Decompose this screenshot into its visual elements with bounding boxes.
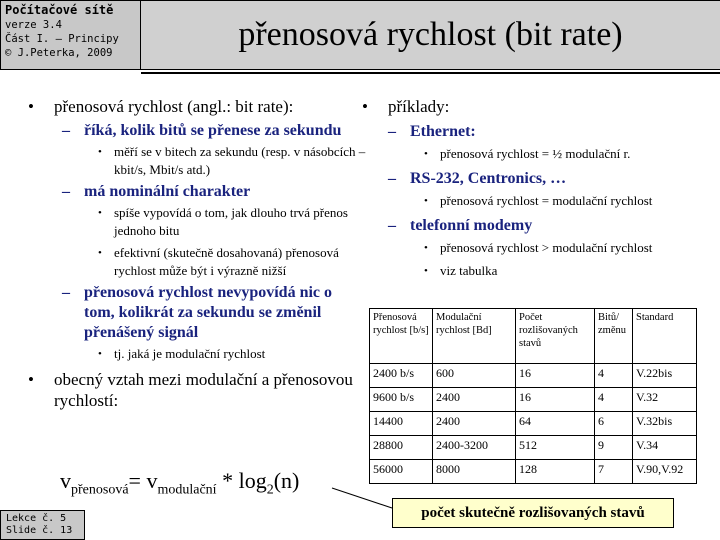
table-cell: 6 xyxy=(595,412,633,436)
bullet-dot-icon: • xyxy=(98,348,102,360)
bullet-dot-icon: • xyxy=(362,97,368,116)
bullet-text: přenosová rychlost = ½ modulační r. xyxy=(440,146,631,161)
table-cell: 4 xyxy=(595,388,633,412)
bullet-text: efektivní (skutečně dosahovaná) přenosová rychlost může být i výrazně nižší xyxy=(114,245,339,278)
callout-line xyxy=(332,488,392,508)
formula-v: v xyxy=(60,468,71,493)
formula-arg: (n) xyxy=(273,468,300,493)
dash-icon: – xyxy=(62,183,70,200)
dash-icon: – xyxy=(62,284,70,301)
course-name: Počítačové sítě xyxy=(5,3,114,17)
table-header-cell: Modulační rychlost [Bd] xyxy=(433,309,516,364)
table-cell: V.90,V.92 xyxy=(633,460,697,484)
footer-info-box xyxy=(0,510,85,540)
bullet-dot-icon: • xyxy=(424,265,428,277)
part-label: Část I. – Principy xyxy=(5,33,119,45)
table-cell: V.22bis xyxy=(633,364,697,388)
table-cell: 9600 b/s xyxy=(370,388,433,412)
bullet-text: viz tabulka xyxy=(440,263,498,278)
dash-icon: – xyxy=(388,217,396,234)
bullet-dot-icon: • xyxy=(424,148,428,160)
bullet-text: RS-232, Centronics, … xyxy=(410,170,567,187)
bullet-text: příklady: xyxy=(388,97,450,116)
dash-icon: – xyxy=(62,122,70,139)
table-cell: V.34 xyxy=(633,436,697,460)
bullet-text: tj. jaká je modulační rychlost xyxy=(114,346,266,361)
bullet-text: měří se v bitech za sekundu (resp. v násobcích – kbit/s, Mbit/s atd.) xyxy=(114,144,366,177)
bullet-dot-icon: • xyxy=(98,146,102,158)
table-cell: 2400 xyxy=(433,388,516,412)
bullet-text: spíše vypovídá o tom, jak dlouho trvá přenos jednoho bitu xyxy=(114,205,348,238)
callout-text: počet skutečně rozlišovaných stavů xyxy=(421,504,645,521)
table-cell: 128 xyxy=(516,460,595,484)
author-label: © J.Peterka, 2009 xyxy=(5,47,113,59)
table-header-cell: Standard xyxy=(633,309,697,364)
table-cell: 9 xyxy=(595,436,633,460)
callout-box xyxy=(392,498,674,528)
bullet-text: přenosová rychlost > modulační rychlost xyxy=(440,240,653,255)
table-header-cell: Počet rozlišovaných stavů xyxy=(516,309,595,364)
bullet-dot-icon: • xyxy=(424,195,428,207)
table-cell: 512 xyxy=(516,436,595,460)
bullet-dot-icon: • xyxy=(98,207,102,219)
table-cell: 7 xyxy=(595,460,633,484)
slide-number: Slide č. 13 xyxy=(6,525,73,536)
formula-sub-transfer: přenosová xyxy=(71,482,129,498)
table-cell: 16 xyxy=(516,364,595,388)
lecture-number: Lekce č. 5 xyxy=(6,513,67,524)
formula-sub-modulation: modulační xyxy=(157,482,217,498)
bullet-dot-icon: • xyxy=(424,242,428,254)
dash-icon: – xyxy=(388,123,396,140)
bullet-text: přenosová rychlost = modulační rychlost xyxy=(440,193,653,208)
table-cell: 56000 xyxy=(370,460,433,484)
table-cell: 64 xyxy=(516,412,595,436)
bullet-text: má nominální charakter xyxy=(84,183,251,200)
table-header-cell: Bitů/ změnu xyxy=(595,309,633,364)
table-cell: 2400-3200 xyxy=(433,436,516,460)
bullet-dot-icon: • xyxy=(28,370,34,389)
formula-log-base: 2 xyxy=(266,482,274,498)
table-cell: 2400 b/s xyxy=(370,364,433,388)
formula-equals: = v xyxy=(128,468,158,493)
version-label: verze 3.4 xyxy=(5,19,62,31)
dash-icon: – xyxy=(388,170,396,187)
table-cell: 600 xyxy=(433,364,516,388)
bullet-dot-icon: • xyxy=(98,247,102,259)
bullet-text: obecný vztah mezi modulační a přenosovou rychlostí: xyxy=(54,370,353,410)
bullet-text: Ethernet: xyxy=(410,123,476,140)
table-cell: 8000 xyxy=(433,460,516,484)
bullet-text: přenosová rychlost nevypovídá nic o tom, kolikrát za sekundu se změnil přenášený signál xyxy=(84,284,333,341)
table-cell: V.32bis xyxy=(633,412,697,436)
table-cell: V.32 xyxy=(633,388,697,412)
table-cell: 14400 xyxy=(370,412,433,436)
table-cell: 28800 xyxy=(370,436,433,460)
table-header-cell: Přenosová rychlost [b/s] xyxy=(370,309,433,364)
table-cell: 4 xyxy=(595,364,633,388)
bullet-text: přenosová rychlost (angl.: bit rate): xyxy=(54,97,294,116)
table-cell: 2400 xyxy=(433,412,516,436)
bullet-text: telefonní modemy xyxy=(410,217,533,234)
bullet-dot-icon: • xyxy=(28,97,34,116)
slide-title-text: přenosová rychlost (bit rate) xyxy=(238,16,623,53)
formula-log: * log xyxy=(216,468,267,493)
bullet-text: říká, kolik bitů se přenese za sekundu xyxy=(84,122,342,139)
table-cell: 16 xyxy=(516,388,595,412)
